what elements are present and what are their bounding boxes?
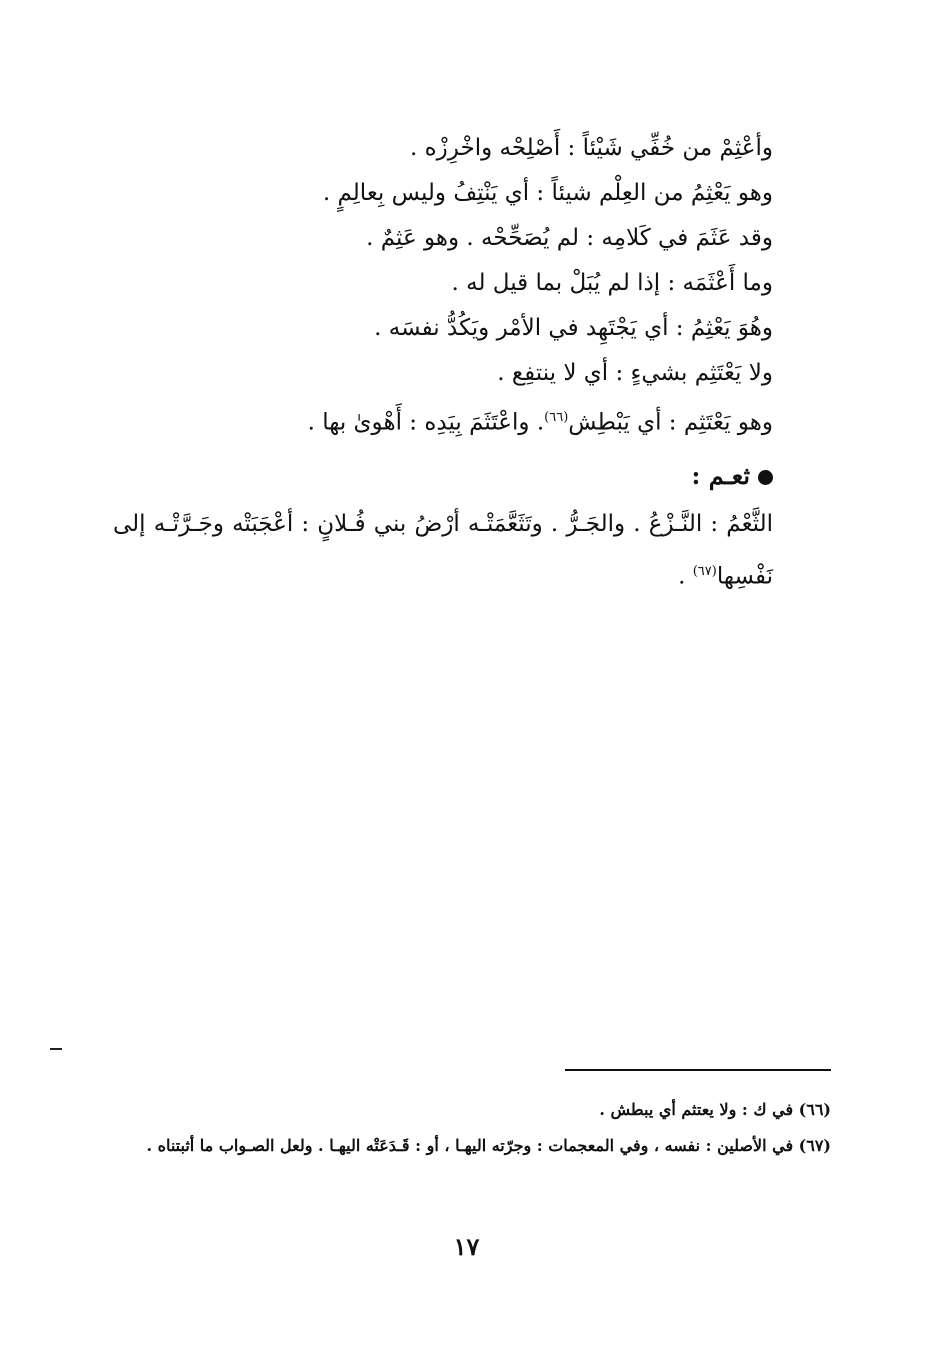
page-number: ١٧ (453, 1232, 480, 1261)
footnote-divider (565, 1069, 831, 1071)
entry-text: . واعْتَثَمَ بِيَدِه : أَهْوىٰ بها . (307, 409, 545, 436)
section-heading (692, 456, 773, 496)
entry-line: وهُوَ يَعْثِمُ : أي يَجْتَهِد في الأمْر ويَكُدُّ نفسَه . (374, 315, 773, 341)
entry-line: وقد عَثَمَ في كَلامِه : لم يُصَحِّحْه . وهو عَثِمٌ . (366, 225, 773, 251)
section-text: الثَّعْمُ : النَّـزْعُ . والجَـرُّ . وتَثَعَّمَتْـه أرْضُ بني فُـلانٍ : أعْجَبَتْه وجَـرَّتْـه إلى نَفْسِها (113, 511, 773, 590)
section-paragraph (113, 500, 773, 601)
footnote-66: (٦٦) في ك : ولا يعتثم أي يبطش . (599, 1100, 831, 1119)
entry-line: ولا يَعْتَثِم بشيءٍ : أي لا ينتفِع . (497, 360, 773, 386)
entry-line-with-footnote-ref (173, 398, 773, 443)
margin-mark (50, 1048, 62, 1050)
entry-text: وهو يَعْتَثِم : أي يَبْطِش (568, 409, 773, 436)
footnote-67: (٦٧) في الأصلين : نفسه ، وفي المعجمات : وجرّته اليهـا ، أو : قَـدَعَتْه اليهـا . ولعل الصـواب ما أثبتناه . (146, 1136, 831, 1155)
footnote-ref-66: (٦٦) (544, 410, 569, 425)
footnotes (121, 1093, 831, 1165)
section-title: ثعـم : (691, 461, 750, 490)
entries-block (173, 128, 773, 443)
entry-line: وأعْثِمْ من خُفِّي شَيْئاً : أَصْلِحْه واخْرِزْه . (410, 135, 773, 161)
entry-line: وما أَعْثَمَه : إذا لم يُبَلْ بما قيل له . (451, 270, 773, 296)
section-text-end: . (678, 563, 693, 590)
entry-line: وهو يَعْثِمُ من العِلْم شيئاً : أي يَنْتِفُ وليس بِعالِمٍ . (322, 180, 773, 206)
footnote-ref-67: (٦٧) (692, 564, 717, 579)
bullet-icon (758, 470, 773, 485)
